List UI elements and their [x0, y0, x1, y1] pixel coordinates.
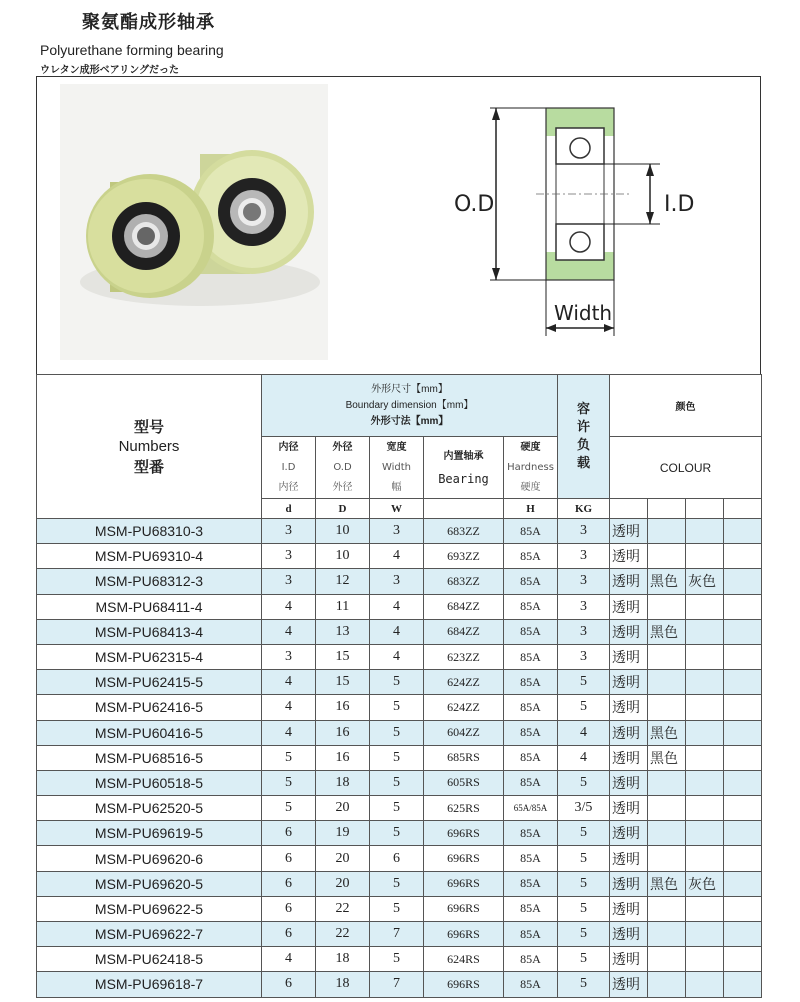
colour-3-cell [686, 594, 724, 619]
hardness-col-header [504, 437, 558, 499]
od-cell: 20 [316, 846, 370, 871]
bearing-cell: 696RS [424, 972, 504, 997]
colour-4-cell [724, 569, 762, 594]
bearing-col-header [424, 437, 504, 499]
model-cell: MSM-PU60416-5 [37, 720, 262, 745]
width-cell: 5 [370, 770, 424, 795]
colour-1-cell: 透明 [610, 846, 648, 871]
colour-2-cell [648, 544, 686, 569]
model-cell: MSM-PU62416-5 [37, 695, 262, 720]
colour-3-cell [686, 544, 724, 569]
width-cell: 4 [370, 619, 424, 644]
hardness-cell: 85A [504, 896, 558, 921]
bearing-cell: 624ZZ [424, 670, 504, 695]
width-cell: 5 [370, 695, 424, 720]
hardness-cell: 85A [504, 619, 558, 644]
col-cn: 内径 [278, 441, 299, 453]
colour-spacer [648, 499, 686, 519]
table-row [37, 670, 762, 695]
load-cell: 5 [558, 922, 610, 947]
colour-4-cell [724, 846, 762, 871]
colour-2-cell [648, 846, 686, 871]
colour-3-cell [686, 796, 724, 821]
page-title: 聚氨酯成形轴承 [82, 12, 215, 33]
hardness-cell: 85A [504, 695, 558, 720]
colour-1-cell: 透明 [610, 569, 648, 594]
sym-bearing [424, 499, 504, 519]
width-col-header [370, 437, 424, 499]
colour-4-cell [724, 695, 762, 720]
id-cell: 6 [262, 922, 316, 947]
bearing-cell: 683ZZ [424, 569, 504, 594]
bearing-cell: 684ZZ [424, 619, 504, 644]
colour-1-cell: 透明 [610, 594, 648, 619]
od-cell: 10 [316, 544, 370, 569]
width-cell: 5 [370, 796, 424, 821]
table-row [37, 519, 762, 544]
sym-W: W [370, 499, 424, 519]
id-cell: 6 [262, 896, 316, 921]
model-cell: MSM-PU62520-5 [37, 796, 262, 821]
colour-2-cell [648, 821, 686, 846]
width-cell: 5 [370, 896, 424, 921]
width-cell: 3 [370, 569, 424, 594]
load-cell: 3 [558, 544, 610, 569]
hardness-cell: 85A [504, 922, 558, 947]
id-cell: 3 [262, 569, 316, 594]
colour-1-cell: 透明 [610, 670, 648, 695]
od-cell: 16 [316, 745, 370, 770]
colour-3-cell [686, 972, 724, 997]
dim-en: Boundary dimension【mm】 [345, 399, 474, 411]
model-cell: MSM-PU69620-6 [37, 846, 262, 871]
colour-4-cell [724, 745, 762, 770]
numbers-jp: 型番 [133, 457, 164, 476]
colour-1-cell: 透明 [610, 821, 648, 846]
table-row [37, 896, 762, 921]
load-cell: 5 [558, 770, 610, 795]
colour-1-cell: 透明 [610, 644, 648, 669]
id-cell: 6 [262, 846, 316, 871]
od-cell: 18 [316, 947, 370, 972]
bearing-cell: 605RS [424, 770, 504, 795]
id-cell: 4 [262, 720, 316, 745]
sym-kg: KG [558, 499, 610, 519]
bearing-cell: 604ZZ [424, 720, 504, 745]
model-cell: MSM-PU69622-7 [37, 922, 262, 947]
colour-4-cell [724, 871, 762, 896]
hardness-cell: 85A [504, 569, 558, 594]
hardness-cell: 85A [504, 720, 558, 745]
load-cell: 3 [558, 644, 610, 669]
colour-2-cell [648, 770, 686, 795]
table-row [37, 846, 762, 871]
spec-rows [37, 519, 762, 998]
hardness-cell: 85A [504, 644, 558, 669]
colour-2-cell: 黑色 [648, 871, 686, 896]
colour-2-cell [648, 519, 686, 544]
boundary-dimension-header [262, 375, 558, 437]
od-cell: 13 [316, 619, 370, 644]
table-row [37, 922, 762, 947]
hardness-cell: 85A [504, 821, 558, 846]
id-cell: 6 [262, 871, 316, 896]
colour-1-cell: 透明 [610, 745, 648, 770]
width-cell: 5 [370, 871, 424, 896]
colour-3-cell [686, 619, 724, 644]
load-cell: 5 [558, 972, 610, 997]
width-cell: 4 [370, 594, 424, 619]
colour-3-cell [686, 720, 724, 745]
colour-1-cell: 透明 [610, 695, 648, 720]
colour-2-cell [648, 947, 686, 972]
bearing-cell: 696RS [424, 871, 504, 896]
id-cell: 3 [262, 519, 316, 544]
colour-4-cell [724, 670, 762, 695]
colour-4-cell [724, 796, 762, 821]
table-row [37, 796, 762, 821]
colour-2-cell [648, 695, 686, 720]
colour-1-cell: 透明 [610, 947, 648, 972]
od-cell: 11 [316, 594, 370, 619]
load-char-1: 容 [576, 401, 590, 417]
id-label: I.D [664, 192, 695, 217]
model-cell: MSM-PU62415-5 [37, 670, 262, 695]
table-row [37, 619, 762, 644]
bearing-cell: 696RS [424, 896, 504, 921]
colour-3-cell [686, 846, 724, 871]
model-cell: MSM-PU69619-5 [37, 821, 262, 846]
colour-3-cell [686, 519, 724, 544]
colour-spacer [610, 499, 648, 519]
colour-1-cell: 透明 [610, 922, 648, 947]
colour-1-cell: 透明 [610, 972, 648, 997]
id-col-header [262, 437, 316, 499]
col-en: I.D [281, 461, 296, 473]
od-cell: 19 [316, 821, 370, 846]
col-jp: 内径 [278, 481, 299, 493]
colour-3-cell [686, 896, 724, 921]
colour-1-cell: 透明 [610, 796, 648, 821]
colour-1-cell: 透明 [610, 519, 648, 544]
load-char-2: 许 [576, 419, 590, 435]
col-en: Bearing [438, 471, 489, 486]
od-cell: 12 [316, 569, 370, 594]
col-cn: 内置轴承 [443, 450, 484, 462]
spec-table [36, 374, 762, 998]
colour-4-cell [724, 544, 762, 569]
colour-4-cell [724, 896, 762, 921]
id-cell: 5 [262, 745, 316, 770]
width-cell: 6 [370, 846, 424, 871]
od-cell: 18 [316, 770, 370, 795]
model-cell: MSM-PU60518-5 [37, 770, 262, 795]
colour-2-cell [648, 796, 686, 821]
width-cell: 5 [370, 670, 424, 695]
bearing-cell: 696RS [424, 922, 504, 947]
sym-d: d [262, 499, 316, 519]
colour-1-cell: 透明 [610, 720, 648, 745]
colour-3-cell: 灰色 [686, 569, 724, 594]
od-col-header [316, 437, 370, 499]
model-cell: MSM-PU68516-5 [37, 745, 262, 770]
col-jp: 外径 [332, 481, 353, 493]
model-cell: MSM-PU62418-5 [37, 947, 262, 972]
model-cell: MSM-PU69618-7 [37, 972, 262, 997]
id-cell: 5 [262, 770, 316, 795]
colour-4-cell [724, 821, 762, 846]
load-cell: 3 [558, 594, 610, 619]
od-cell: 22 [316, 922, 370, 947]
hardness-cell: 85A [504, 871, 558, 896]
id-cell: 5 [262, 796, 316, 821]
bearing-cell: 685RS [424, 745, 504, 770]
page-subtitle-japanese: ウレタン成形ベアリングだった [40, 65, 179, 76]
col-en: O.D [333, 461, 352, 473]
table-row [37, 947, 762, 972]
model-cell: MSM-PU68413-4 [37, 619, 262, 644]
col-cn: 硬度 [520, 441, 541, 453]
load-cell: 4 [558, 745, 610, 770]
col-jp: 幅 [391, 481, 402, 493]
load-cell: 5 [558, 896, 610, 921]
colour-3-cell [686, 670, 724, 695]
colour-3-cell: 灰色 [686, 871, 724, 896]
bearing-cell: 683ZZ [424, 519, 504, 544]
load-cell: 5 [558, 871, 610, 896]
od-cell: 20 [316, 871, 370, 896]
id-cell: 6 [262, 821, 316, 846]
load-cell: 3 [558, 519, 610, 544]
id-cell: 4 [262, 594, 316, 619]
table-row [37, 695, 762, 720]
od-cell: 20 [316, 796, 370, 821]
od-label: O.D [454, 192, 495, 217]
model-cell: MSM-PU68310-3 [37, 519, 262, 544]
colour-1-cell: 透明 [610, 770, 648, 795]
width-cell: 5 [370, 720, 424, 745]
table-row [37, 594, 762, 619]
width-label: Width [554, 301, 613, 325]
colour-4-cell [724, 770, 762, 795]
load-cell: 3 [558, 569, 610, 594]
colour-spacer [724, 499, 762, 519]
col-cn: 宽度 [386, 441, 407, 453]
bearing-cell: 693ZZ [424, 544, 504, 569]
bearing-cell: 624ZZ [424, 695, 504, 720]
colour-1-cell: 透明 [610, 896, 648, 921]
colour-4-cell [724, 972, 762, 997]
od-cell: 10 [316, 519, 370, 544]
model-cell: MSM-PU68411-4 [37, 594, 262, 619]
colour-2-cell [648, 922, 686, 947]
width-cell: 4 [370, 644, 424, 669]
model-cell: MSM-PU69622-5 [37, 896, 262, 921]
bearing-cell: 696RS [424, 821, 504, 846]
model-cell: MSM-PU69620-5 [37, 871, 262, 896]
load-cell: 5 [558, 947, 610, 972]
colour-spacer [686, 499, 724, 519]
colour-3-cell [686, 770, 724, 795]
colour-4-cell [724, 947, 762, 972]
col-jp: 硬度 [520, 481, 541, 493]
load-cell: 3 [558, 619, 610, 644]
id-cell: 4 [262, 670, 316, 695]
colour-4-cell [724, 519, 762, 544]
colour-4-cell [724, 644, 762, 669]
table-row [37, 972, 762, 997]
model-cell: MSM-PU62315-4 [37, 644, 262, 669]
numbers-header [37, 375, 262, 519]
load-char-3: 负 [576, 437, 590, 453]
model-cell: MSM-PU69310-4 [37, 544, 262, 569]
od-cell: 16 [316, 720, 370, 745]
load-cell: 4 [558, 720, 610, 745]
load-cell: 5 [558, 846, 610, 871]
od-cell: 22 [316, 896, 370, 921]
bearing-cell: 696RS [424, 846, 504, 871]
load-cell: 5 [558, 821, 610, 846]
load-cell: 5 [558, 695, 610, 720]
colour-1-cell: 透明 [610, 871, 648, 896]
bearing-cell: 684ZZ [424, 594, 504, 619]
table-row [37, 871, 762, 896]
od-cell: 15 [316, 670, 370, 695]
col-cn: 外径 [332, 441, 353, 453]
width-cell: 5 [370, 947, 424, 972]
table-row [37, 720, 762, 745]
colour-2-cell: 黑色 [648, 745, 686, 770]
od-cell: 15 [316, 644, 370, 669]
id-cell: 3 [262, 644, 316, 669]
od-cell: 16 [316, 695, 370, 720]
width-cell: 5 [370, 745, 424, 770]
colour-2-cell: 黑色 [648, 569, 686, 594]
table-row [37, 770, 762, 795]
colour-2-cell [648, 594, 686, 619]
colour-3-cell [686, 644, 724, 669]
id-cell: 3 [262, 544, 316, 569]
dim-jp: 外形寸法【mm】 [370, 415, 449, 427]
colour-4-cell [724, 594, 762, 619]
colour-3-cell [686, 947, 724, 972]
colour-en-header: COLOUR [610, 437, 762, 499]
colour-2-cell [648, 644, 686, 669]
hardness-cell: 65A/85A [504, 796, 558, 821]
colour-3-cell [686, 922, 724, 947]
load-cell: 5 [558, 670, 610, 695]
id-cell: 4 [262, 619, 316, 644]
table-row [37, 745, 762, 770]
width-cell: 3 [370, 519, 424, 544]
page-subtitle-english: Polyurethane forming bearing [40, 42, 224, 58]
model-cell: MSM-PU68312-3 [37, 569, 262, 594]
colour-1-cell: 透明 [610, 619, 648, 644]
col-en: Width [381, 461, 412, 473]
hardness-cell: 85A [504, 544, 558, 569]
colour-4-cell [724, 720, 762, 745]
width-cell: 7 [370, 922, 424, 947]
col-en: Hardness [507, 461, 554, 473]
colour-4-cell [724, 619, 762, 644]
colour-3-cell [686, 695, 724, 720]
hardness-cell: 85A [504, 947, 558, 972]
od-cell: 18 [316, 972, 370, 997]
colour-2-cell: 黑色 [648, 720, 686, 745]
id-cell: 6 [262, 972, 316, 997]
hardness-cell: 85A [504, 519, 558, 544]
table-row [37, 821, 762, 846]
table-row [37, 644, 762, 669]
bearing-cell: 624RS [424, 947, 504, 972]
colour-2-cell [648, 670, 686, 695]
hardness-cell: 85A [504, 670, 558, 695]
numbers-en: Numbers [118, 437, 180, 455]
colour-2-cell: 黑色 [648, 619, 686, 644]
colour-cn-header: 颜色 [610, 375, 762, 437]
table-row [37, 569, 762, 594]
bearing-cell: 623ZZ [424, 644, 504, 669]
colour-3-cell [686, 745, 724, 770]
id-cell: 4 [262, 695, 316, 720]
sym-H: H [504, 499, 558, 519]
load-cell: 3/5 [558, 796, 610, 821]
load-header [558, 375, 610, 499]
bearing-cell: 625RS [424, 796, 504, 821]
colour-2-cell [648, 896, 686, 921]
dimension-diagram [454, 90, 710, 350]
table-row [37, 544, 762, 569]
sym-D: D [316, 499, 370, 519]
hardness-cell: 85A [504, 770, 558, 795]
dim-cn: 外形尺寸【mm】 [371, 383, 448, 395]
colour-3-cell [686, 821, 724, 846]
load-char-4: 载 [576, 455, 590, 471]
colour-1-cell: 透明 [610, 544, 648, 569]
numbers-cn: 型号 [133, 417, 164, 436]
width-cell: 5 [370, 821, 424, 846]
width-cell: 4 [370, 544, 424, 569]
colour-4-cell [724, 922, 762, 947]
product-photo [60, 84, 328, 360]
id-cell: 4 [262, 947, 316, 972]
hardness-cell: 85A [504, 594, 558, 619]
hardness-cell: 85A [504, 745, 558, 770]
hardness-cell: 85A [504, 972, 558, 997]
width-cell: 7 [370, 972, 424, 997]
colour-2-cell [648, 972, 686, 997]
hardness-cell: 85A [504, 846, 558, 871]
